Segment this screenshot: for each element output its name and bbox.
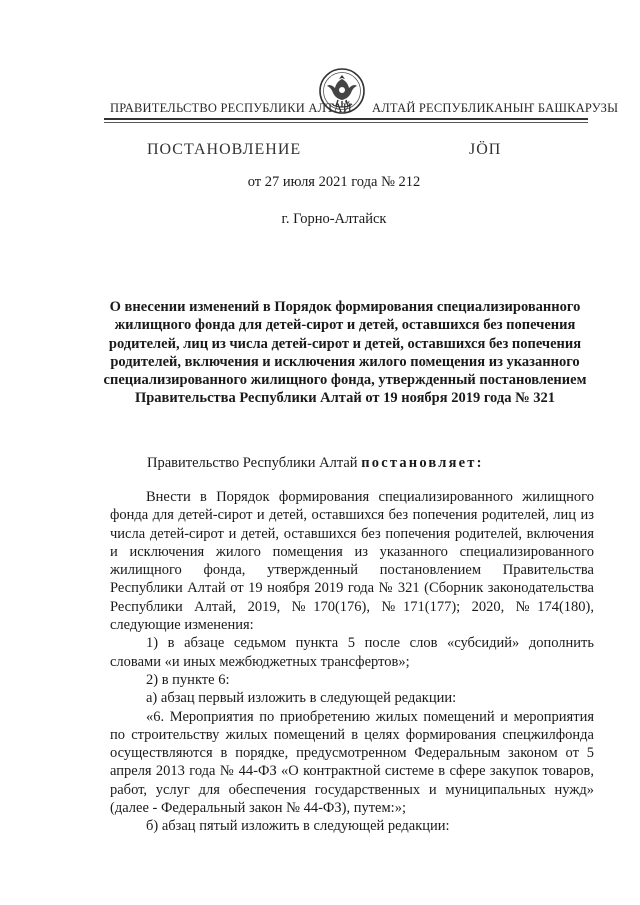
body-paragraph: «6. Мероприятия по приобретению жилых помещений и мероприятия по строительству жилых помещений в целях формирования спецжилфонда осуществляются в порядке, предусмотренном Федеральным законом от 5 апреля 2013 года № 44-ФЗ «О контрактной системе в сфере закупок товаров, работ, услуг для обеспечения государственных и муниципальных нужд» (далее - Федеральный закон № 44-ФЗ), путем:»;: [110, 708, 594, 817]
doc-type-russian: ПОСТАНОВЛЕНИЕ: [147, 141, 302, 158]
org-name-altai: АЛТАЙ РЕСПУБЛИКАНЫҤ БАШКАРУЗЫ: [372, 101, 619, 115]
doc-title: О внесении изменений в Порядок формирования специализированного жилищного фонда для детей-сирот и детей, оставшихся без попечения родителей, лиц из числа детей-сирот и детей, оставшихся без попечения родителей, включения и исключения жилого помещения из указанного специализированного жилищного фонда, утвержденный постановлением Правительства Республики Алтай от 19 ноября 2019 года № 321: [103, 299, 587, 407]
preamble: [147, 455, 484, 472]
org-name-russian: ПРАВИТЕЛЬСТВО РЕСПУБЛИКИ АЛТАЙ: [110, 101, 352, 115]
header-divider: [104, 118, 588, 120]
body-paragraph: 2) в пункте 6:: [146, 671, 230, 688]
body-paragraph: Внести в Порядок формирования специализированного жилищного фонда для детей-сирот и детей, оставшихся без попечения родителей, лиц из числа детей-сирот и детей, оставшихся без попечения родителей, включения и исключения жилого помещения из указанного специализированного жилищного фонда, утвержденный постановлением Правительства Республики Алтай от 19 ноября 2019 года № 321 (Сборник законодательства Республики Алтай, 2019, №170(176), №171(177); 2020, №174(180), следующие изменения:: [110, 489, 594, 634]
body-paragraph: 1) в абзаце седьмом пункта 5 после слов «субсидий» дополнить словами «и иных межбюджетных трансфертов»;: [110, 635, 594, 670]
body-paragraph: а) абзац первый изложить в следующей редакции:: [146, 690, 457, 707]
header-divider-thin: [104, 122, 588, 123]
body-paragraph: б) абзац пятый изложить в следующей редакции:: [146, 818, 450, 835]
preamble-verb: постановляет:: [361, 455, 484, 471]
preamble-subject: Правительство Республики Алтай: [147, 455, 358, 471]
document-body: [110, 488, 594, 836]
doc-city: г. Горно-Алтайск: [281, 211, 387, 227]
doc-type-altai: ЈӦП: [469, 141, 502, 158]
doc-date-number: от 27 июля 2021 года № 212: [247, 174, 421, 190]
